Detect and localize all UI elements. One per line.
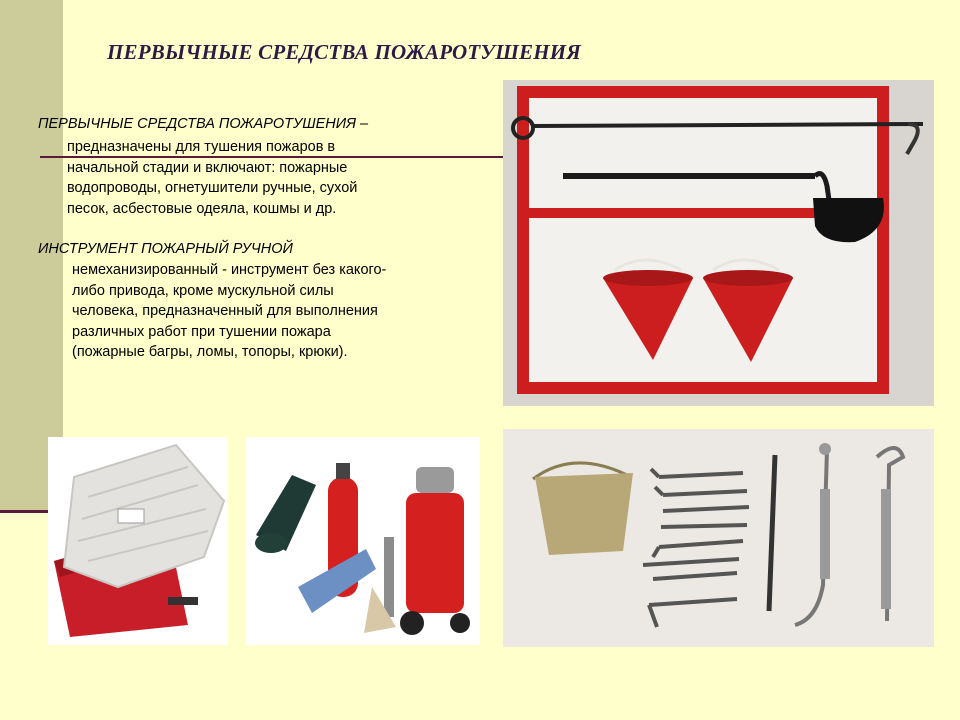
sidebar-divider <box>0 510 48 513</box>
definition-body-hand-tool <box>72 260 386 363</box>
fire-board-photo <box>503 80 934 406</box>
definition-line: различных работ при тушении пожара <box>72 323 331 340</box>
definition-term-primary-means: ПЕРВЫЧНЫЕ СРЕДСТВА ПОЖАРОТУШЕНИЯ – <box>38 116 369 132</box>
fire-blanket-photo <box>48 437 228 645</box>
hand-tools-photo <box>503 429 934 647</box>
definition-body-primary-means <box>67 137 357 219</box>
definition-line: предназначены для тушения пожаров в <box>67 139 336 155</box>
definition-line: человека, предназначенный для выполнения <box>72 303 378 319</box>
fire-extinguishers-photo <box>246 437 480 645</box>
definition-term-hand-tool: ИНСТРУМЕНТ ПОЖАРНЫЙ РУЧНОЙ <box>38 241 293 257</box>
definition-line: немеханизированный - инструмент без какого- <box>72 262 387 278</box>
definition-line: песок, асбестовые одеяла, кошмы и др. <box>67 200 337 217</box>
definition-line: (пожарные багры, ломы, топоры, крюки). <box>72 344 348 360</box>
definition-line: либо привода, кроме мускульной силы <box>72 282 334 299</box>
slide-title: ПЕРВЫЧНЫЕ СРЕДСТВА ПОЖАРОТУШЕНИЯ <box>107 40 581 64</box>
definition-line: начальной стадии и включают: пожарные <box>67 159 348 176</box>
definition-line: водопроводы, огнетушители ручные, сухой <box>67 180 358 196</box>
